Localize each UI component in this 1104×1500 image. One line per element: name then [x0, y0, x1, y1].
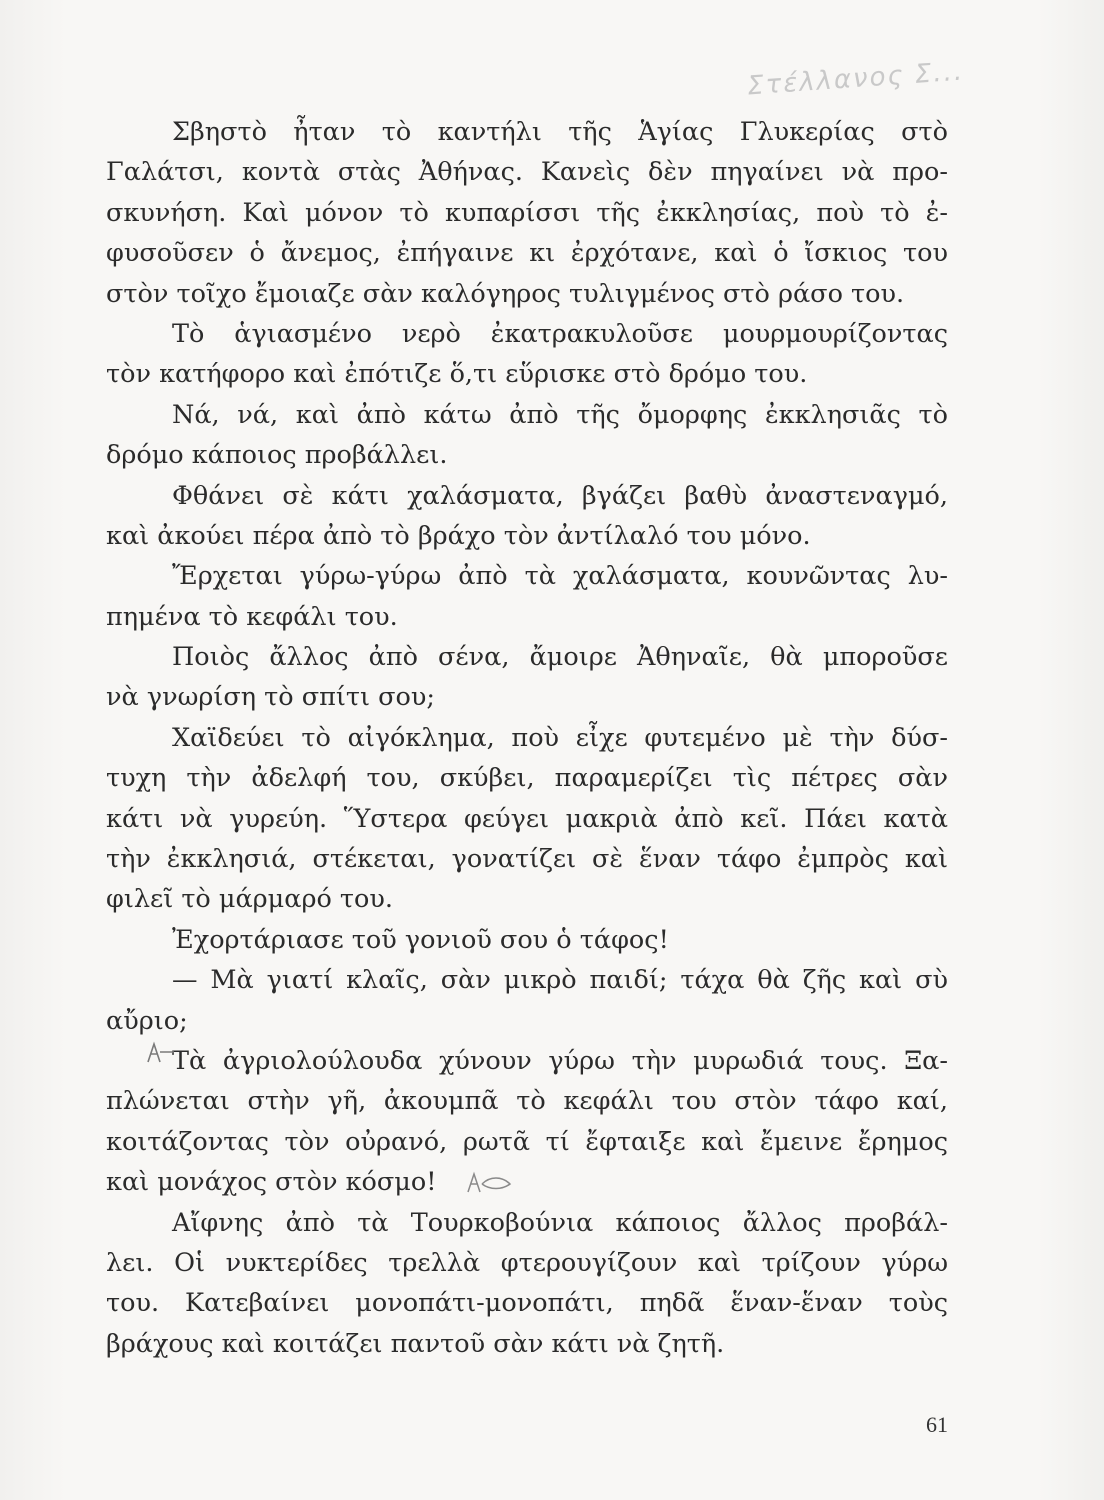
text-line: — Μὰ γιατί κλαῖς, σὰν μικρὸ παιδί; τάχα θὰ ζῆς καὶ σὺ [172, 965, 948, 996]
text-line: λει. Οἱ νυκτερίδες τρελλὰ φτερουγίζουν καὶ τρίζουν γύρω [106, 1247, 948, 1278]
text-line: φυσοῦσεν ὁ ἄνεμος, ἐπήγαινε κι ἐρχότανε, καὶ ὁ ἴσκιος του [106, 238, 948, 269]
text-line: κάτι νὰ γυρεύη. Ὕστερα φεύγει μακριὰ ἀπὸ κεῖ. Πάει κατὰ [106, 803, 948, 834]
text-line: του. Κατεβαίνει μονοπάτι-μονοπάτι, πηδᾶ ἕναν-ἕναν τοὺς [106, 1288, 948, 1319]
pencil-margin-mark-icon [144, 1040, 178, 1066]
text-line: βράχους καὶ κοιτάζει παντοῦ σὰν κάτι νὰ ζητῆ. [106, 1328, 725, 1359]
text-line: αὔριο; [106, 1005, 188, 1036]
pencil-closing-mark-icon [464, 1170, 514, 1196]
text-line: πημένα τὸ κεφάλι του. [106, 601, 398, 632]
text-line: Αἴφνης ἀπὸ τὰ Τουρκοβούνια κάποιος ἄλλος προβάλ- [172, 1207, 948, 1238]
text-line: Γαλάτσι, κοντὰ στὰς Ἀθήνας. Κανεὶς δὲν πηγαίνει νὰ προ- [106, 157, 948, 188]
text-line: καὶ ἀκούει πέρα ἀπὸ τὸ βράχο τὸν ἀντίλαλό του μόνο. [106, 520, 811, 551]
text-line: κοιτάζοντας τὸν οὐρανό, ρωτᾶ τί ἔφταιξε καὶ ἔμεινε ἔρημος [106, 1126, 948, 1157]
text-line: Ἔρχεται γύρω-γύρω ἀπὸ τὰ χαλάσματα, κουνῶντας λυ- [172, 561, 948, 592]
text-line: τυχη τὴν ἀδελφή του, σκύβει, παραμερίζει τὶς πέτρες σὰν [106, 763, 948, 794]
text-line: Χαϊδεύει τὸ αἰγόκλημα, ποὺ εἶχε φυτεμένο μὲ τὴν δύσ- [172, 722, 948, 753]
text-line: στὸν τοῖχο ἔμοιαζε σὰν καλόγηρος τυλιγμένος στὸ ράσο του. [106, 278, 905, 309]
text-line: τὸν κατήφορο καὶ ἐπότιζε ὅ,τι εὕρισκε στὸ δρόμο του. [106, 359, 808, 390]
text-line: νὰ γνωρίση τὸ σπίτι σου; [106, 682, 435, 713]
text-line: Ἐχορτάριασε τοῦ γονιοῦ σου ὁ τάφος! [172, 924, 669, 955]
page-number: 61 [926, 1412, 948, 1437]
text-line: Νά, νά, καὶ ἀπὸ κάτω ἀπὸ τῆς ὄμορφης ἐκκλησιᾶς τὸ [172, 399, 948, 430]
text-line: πλώνεται στὴν γῆ, ἀκουμπᾶ τὸ κεφάλι του στὸν τάφο καί, [106, 1086, 948, 1117]
handwritten-note: Στέλλανος Σ... [745, 56, 965, 102]
text-line: Φθάνει σὲ κάτι χαλάσματα, βγάζει βαθὺ ἀναστεναγμό, [172, 480, 948, 511]
text-line: δρόμο κάποιος προβάλλει. [106, 440, 448, 471]
body-text [106, 112, 948, 1364]
text-line: Τὰ ἀγριολούλουδα χύνουν γύρω τὴν μυρωδιά τους. Ξα- [172, 1045, 948, 1076]
text-line: σκυνήση. Καὶ μόνον τὸ κυπαρίσσι τῆς ἐκκλησίας, ποὺ τὸ ἐ- [106, 197, 948, 228]
text-line: Σβηστὸ ἦταν τὸ καντήλι τῆς Ἁγίας Γλυκερίας στὸ [172, 117, 948, 147]
text-line: Ποιὸς ἄλλος ἀπὸ σένα, ἄμοιρε Ἀθηναῖε, θὰ μποροῦσε [172, 642, 948, 673]
text-line: τὴν ἐκκλησιά, στέκεται, γονατίζει σὲ ἕναν τάφο ἐμπρὸς καὶ [106, 844, 948, 875]
text-line: καὶ μονάχος στὸν κόσμο! [106, 1167, 437, 1198]
text-line: Τὸ ἁγιασμένο νερὸ ἐκατρακυλοῦσε μουρμουρίζοντας [172, 318, 948, 349]
text-line: φιλεῖ τὸ μάρμαρό του. [106, 884, 393, 915]
